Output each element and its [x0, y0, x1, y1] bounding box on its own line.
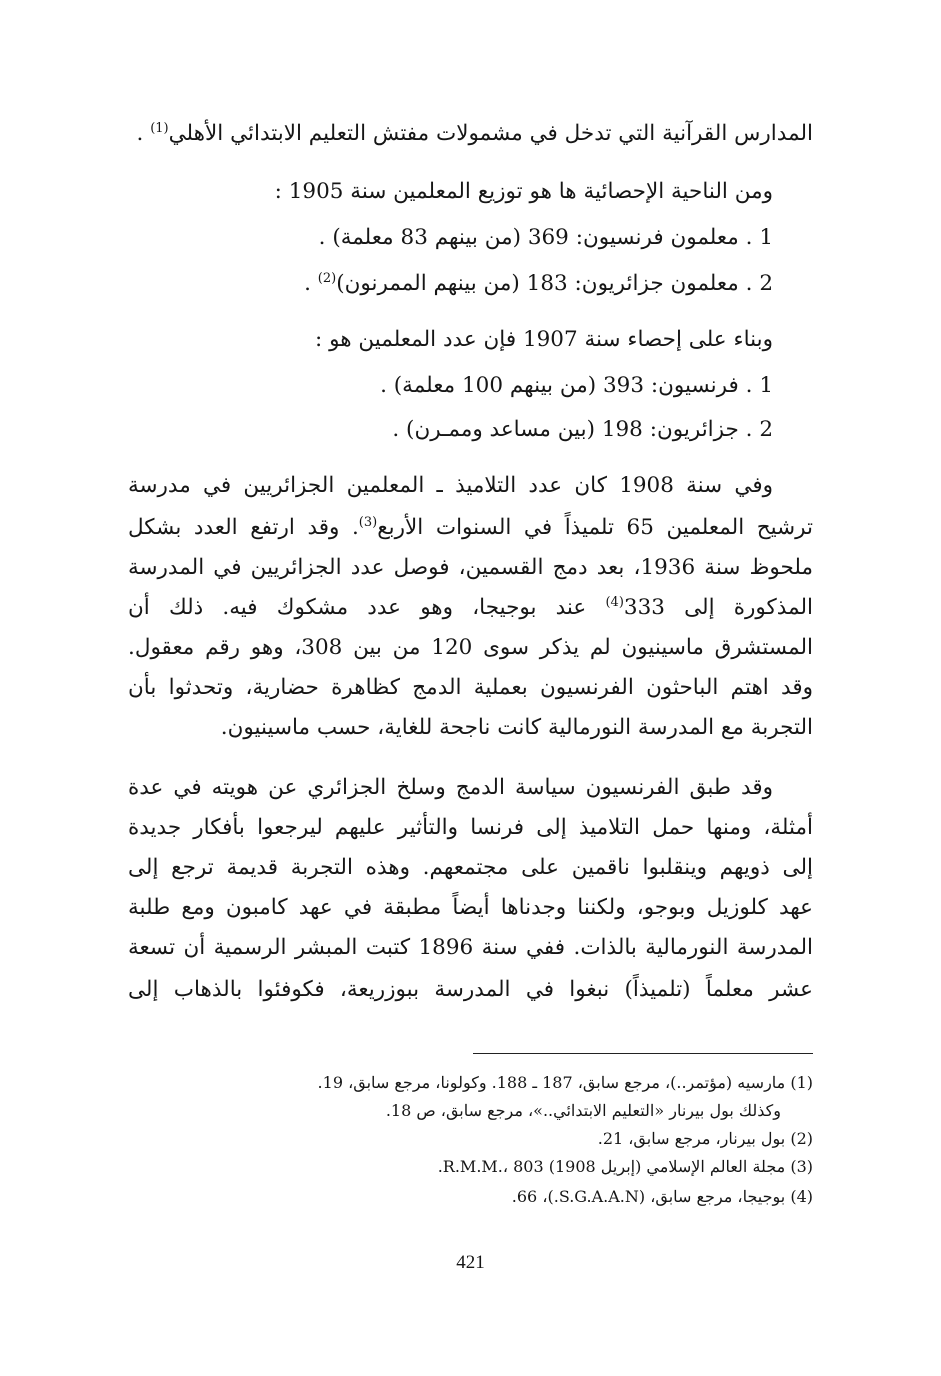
body-line: المدارس القرآنية التي تدخل في مشمولات مفتش التعليم الابتدائي الأهلي$^{(1)}$ . — [136, 120, 813, 146]
body-line: أمثلة، ومنها حمل التلاميذ إلى فرنسا والتأثير عليهم ليرجعوا بأفكار جديدة — [128, 815, 813, 840]
footnote: (2) بول بيرنار، مرجع سابق، 21. — [597, 1129, 813, 1148]
list-item: 2 . معلمون جزائريون: 183 (من بينهم الممرنون)$^{(2)}$ . — [304, 270, 773, 296]
body-line: عشر معلماً (تلميذاً) نبغوا في المدرسة ببوزريعة، فكوفئوا بالذهاب إلى — [128, 977, 813, 1002]
footnote: وكذلك بول بيرنار «التعليم الابتدائي..»، مرجع سابق، ص 18. — [385, 1101, 781, 1120]
body-line: وقد اهتم الباحثون الفرنسيون بعملية الدمج كظاهرة حضارية، وتحدثوا بأن — [128, 675, 813, 700]
body-line: التجربة مع المدرسة النورمالية كانت ناجحة للغاية، حسب ماسينيون. — [220, 715, 813, 740]
footnote: (3) مجلة العالم الإسلامي (إبريل 1908) R.M.M.، 803. — [437, 1157, 813, 1176]
list-item: 1 . فرنسيون: 393 (من بينهم 100 معلمة) . — [380, 373, 773, 398]
body-line: المدرسة النورمالية بالذات. ففي سنة 1896 كتبت المبشر الرسمية أن تسعة — [128, 935, 813, 960]
footnote-ref: (3) — [358, 514, 378, 530]
body-line: عهد كلوزيل وبوجو، ولكننا وجدناها أيضاً مطبقة في عهد كامبون ومع طلبة — [128, 895, 813, 920]
body-line: المذكورة إلى 333$^{(4)}$ عند بوجيجا، وهو عدد مشكوك فيه. ذلك أن — [128, 594, 813, 620]
body-line: المستشرق ماسينيون لم يذكر سوى 120 من بين 308، وهو رقم معقول. — [128, 635, 813, 660]
footnote-ref: (2) — [317, 270, 337, 286]
footnote-divider — [473, 1053, 813, 1054]
list-item: 1 . معلمون فرنسيون: 369 (من بينهم 83 معلمة) . — [318, 225, 773, 250]
body-line: وبناء على إحصاء سنة 1907 فإن عدد المعلمين هو : — [315, 327, 773, 352]
footnote: (4) بوجيجا، مرجع سابق، (S.G.A.A.N.)، 66. — [511, 1187, 813, 1206]
page-number: 421 — [456, 1252, 485, 1273]
footnote-ref: (4) — [605, 594, 624, 610]
body-line: وقد طبق الفرنسيون سياسة الدمج وسلخ الجزائري عن هويته في عدة — [128, 775, 773, 800]
body-line: وفي سنة 1908 كان عدد التلاميذ ـ المعلمين الجزائريين في مدرسة — [128, 473, 773, 498]
list-item: 2 . جزائريون: 198 (بين مساعد وممـرن) . — [392, 417, 773, 442]
body-line: ترشيح المعلمين 65 تلميذاً في السنوات الأربع$^{(3)}$. وقد ارتفع العدد بشكل — [128, 514, 813, 540]
footnote-ref: (1) — [150, 120, 169, 136]
body-line: ومن الناحية الإحصائية ها هو توزيع المعلمين سنة 1905 : — [274, 179, 773, 204]
body-line: إلى ذويهم وينقلبوا ناقمين على مجتمعهم. وهذه التجربة قديمة ترجع إلى — [128, 855, 813, 880]
body-line: ملحوظ سنة 1936، بعد دمج القسمين، فوصل عدد الجزائريين في المدرسة — [128, 555, 813, 580]
footnote: (1) مارسيه (مؤتمر..)، مرجع سابق، 187 ـ 188. وكولونا، مرجع سابق، 19. — [317, 1073, 813, 1092]
